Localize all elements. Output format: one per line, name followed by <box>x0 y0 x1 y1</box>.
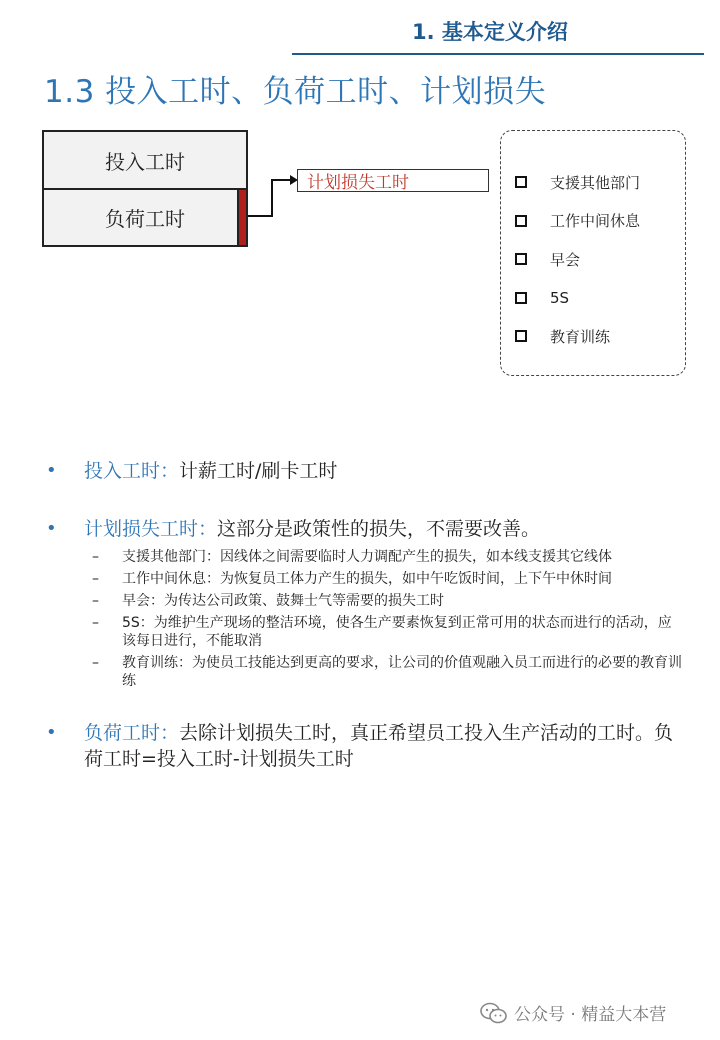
checkbox-icon <box>515 292 527 304</box>
sub-item <box>92 570 684 588</box>
sub-item-text: 5S：为维护生产现场的整洁环境，使各生产要素恢复到正常可用的状态而进行的活动，应该每日进行，不能取消 <box>122 615 672 649</box>
check-item <box>501 240 685 279</box>
sub-item <box>92 654 684 690</box>
bullet-text: 计薪工时/刷卡工时 <box>179 460 338 482</box>
connector-arrow <box>246 170 300 220</box>
sub-item <box>92 592 684 610</box>
watermark-text: 公众号 · 精益大本营 <box>514 1005 667 1025</box>
sub-item <box>92 548 684 566</box>
bullet-dot: • <box>46 460 57 481</box>
check-item <box>501 317 685 356</box>
checkbox-icon <box>515 253 527 265</box>
check-item-label: 早会 <box>550 250 581 269</box>
section-tag: 1. 基本定义介绍 <box>412 20 568 44</box>
page-title: 1.3 投入工时、负荷工时、计划损失 <box>44 74 547 110</box>
check-item <box>501 279 685 318</box>
definition-list <box>44 458 684 772</box>
bullet-input-hours <box>44 458 684 484</box>
checkbox-icon <box>515 176 527 188</box>
load-hours-box: 负荷工时 <box>42 188 248 247</box>
checkbox-icon <box>515 330 527 342</box>
planned-loss-label: 计划损失工时 <box>297 169 489 192</box>
dash: – <box>92 655 99 671</box>
bullet-content <box>84 516 540 542</box>
bullet-content <box>84 458 337 484</box>
sub-item-text: 早会：为传达公司政策、鼓舞士气等需要的损失工时 <box>122 593 444 609</box>
bullet-text: 去除计划损失工时，真正希望员工投入生产活动的工时。负荷工时=投入工时-计划损失工时 <box>84 722 674 770</box>
bullet-planned-loss <box>44 516 684 542</box>
dash: – <box>92 593 99 609</box>
bullet-dot: • <box>46 518 57 539</box>
sub-item <box>92 614 684 650</box>
check-item-label: 工作中间休息 <box>550 212 641 231</box>
sub-list <box>92 548 684 690</box>
loss-items-checklist <box>500 130 686 376</box>
check-item-label: 教育训练 <box>550 327 611 346</box>
sub-item-text: 教育训练：为使员工技能达到更高的要求，让公司的价值观融入员工而进行的必要的教育训练 <box>122 655 682 689</box>
check-item <box>501 163 685 202</box>
bullet-text: 这部分是政策性的损失，不需要改善。 <box>217 518 541 540</box>
bullet-term: 计划损失工时： <box>84 518 218 540</box>
section-tag-rule <box>292 53 704 55</box>
bullet-content <box>84 720 684 772</box>
sub-item-text: 支援其他部门：因线体之间需要临时人力调配产生的损失，如本线支援其它线体 <box>122 549 612 565</box>
check-item-label: 支援其他部门 <box>550 173 641 192</box>
dash: – <box>92 571 99 587</box>
bullet-load-hours <box>44 720 684 772</box>
bullet-term: 投入工时： <box>84 460 180 482</box>
bullet-dot: • <box>46 722 57 743</box>
sub-item-text: 工作中间休息：为恢复员工体力产生的损失，如中午吃饭时间，上下午中休时间 <box>122 571 612 587</box>
check-item <box>501 202 685 241</box>
wechat-icon <box>480 1002 508 1024</box>
dash: – <box>92 549 99 565</box>
input-hours-box: 投入工时 <box>42 130 248 190</box>
bullet-term: 负荷工时： <box>84 722 180 744</box>
dash: – <box>92 615 99 631</box>
checkbox-icon <box>515 215 527 227</box>
watermark <box>480 1000 666 1025</box>
check-item-label: 5S <box>550 288 570 307</box>
